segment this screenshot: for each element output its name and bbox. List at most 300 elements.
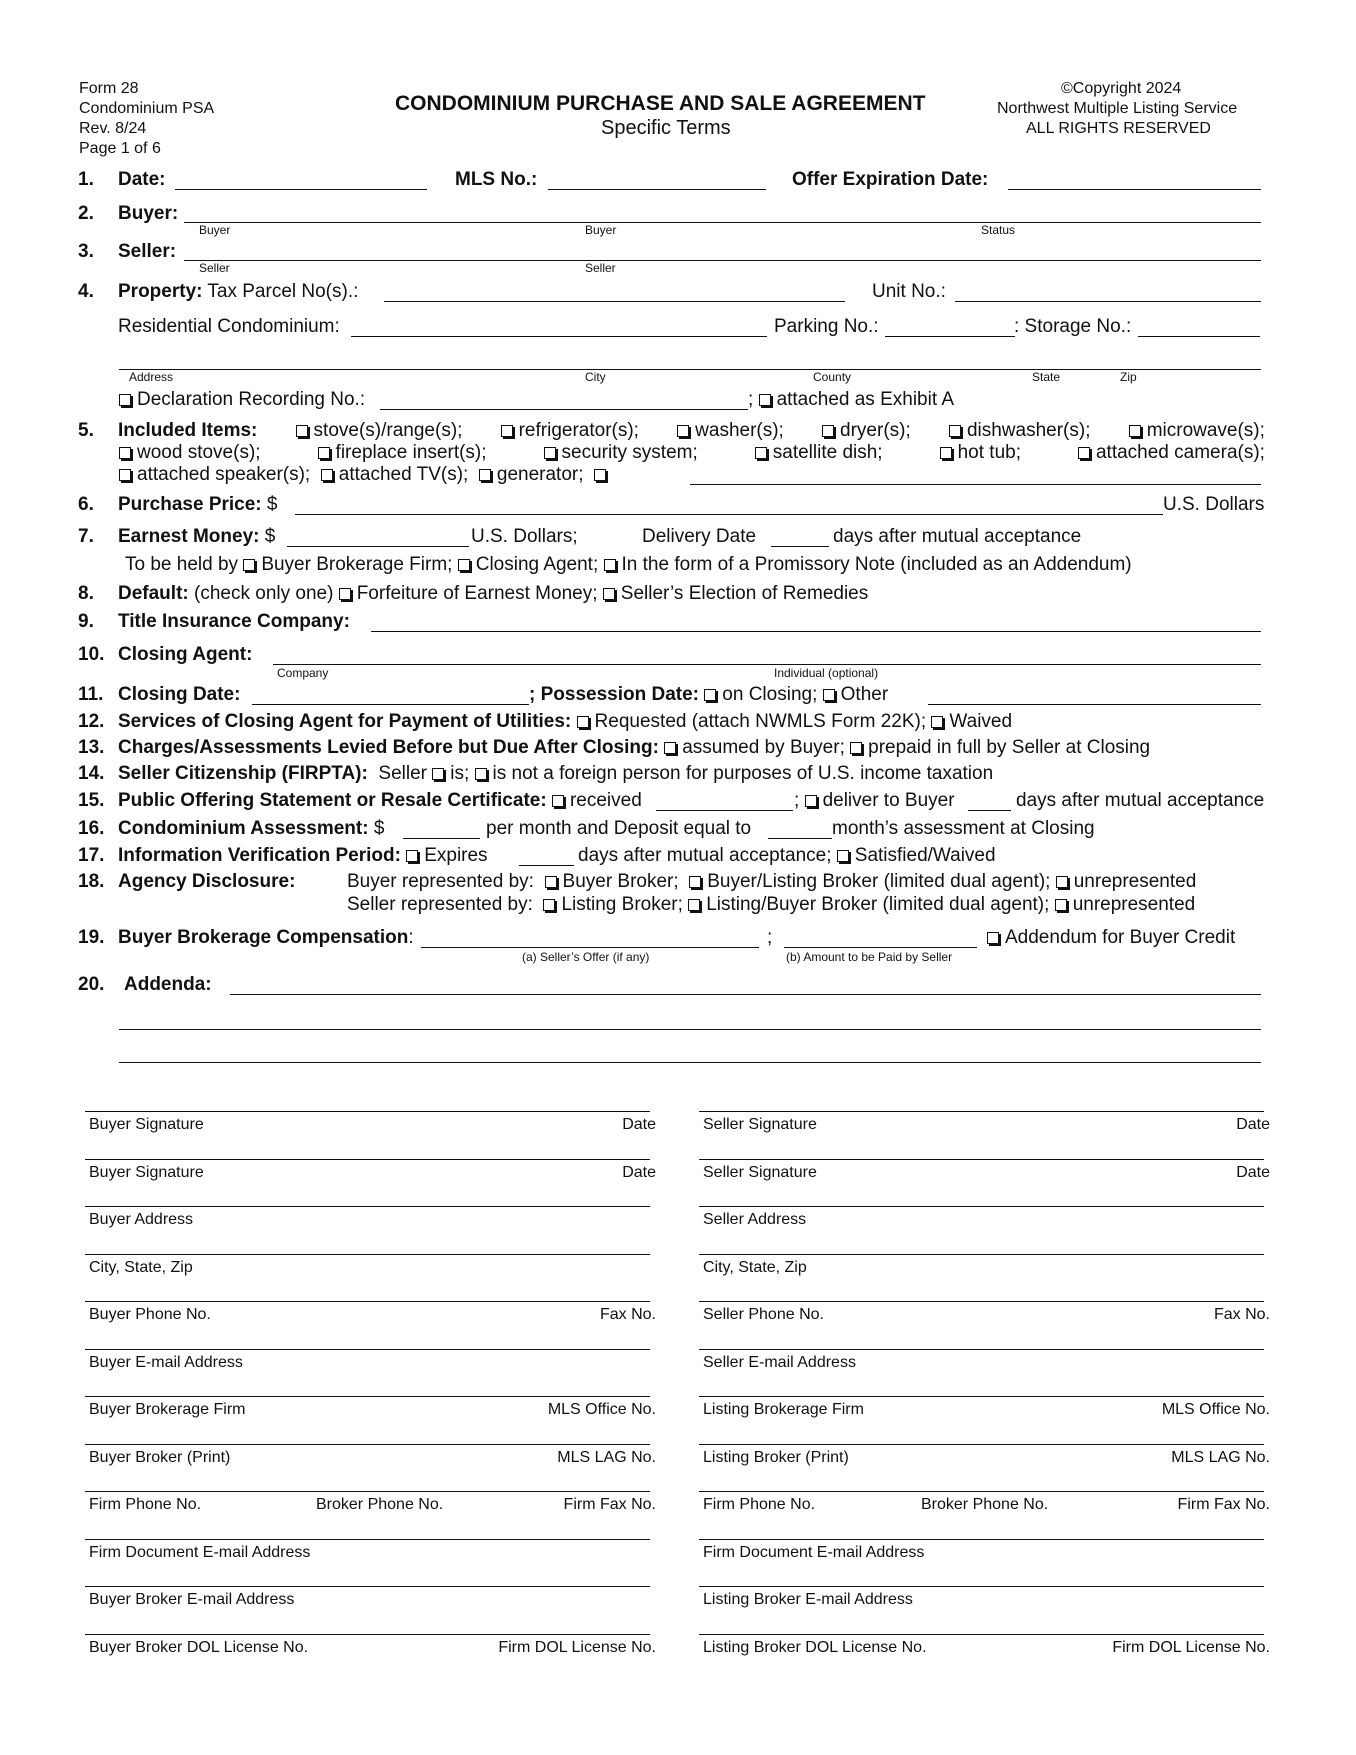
delivery-date-label: Delivery Date	[642, 526, 757, 547]
seller-represented-line	[347, 894, 1195, 916]
seller-unrepresented-label: unrepresented	[1072, 894, 1196, 915]
closing-individual-sub: Individual (optional)	[774, 666, 879, 680]
section-14-number: 14.	[78, 763, 105, 784]
item-refrigerator-label: refrigerator(s);	[518, 420, 639, 441]
date-label: Date:	[118, 169, 166, 190]
form-number: Form 28	[79, 80, 139, 97]
buyer-sig-right-label-2: Date	[622, 1163, 656, 1181]
section-16-number: 16.	[78, 818, 105, 839]
state-sub: State	[1032, 370, 1061, 384]
buyer-sig-right-label-1: Date	[622, 1116, 656, 1133]
other-possession-field[interactable]	[928, 704, 1261, 705]
item-washer-label: washer(s);	[695, 420, 784, 441]
seller-sig-field-9[interactable]	[699, 1491, 1264, 1492]
rights-reserved: ALL RIGHTS RESERVED	[1026, 120, 1211, 137]
promissory-note-checkbox[interactable]	[604, 559, 616, 571]
other-possession-checkbox[interactable]	[823, 689, 835, 701]
received-field[interactable]	[656, 810, 793, 811]
item-stove	[296, 420, 463, 442]
item-dishwasher-label: dishwasher(s);	[966, 420, 1091, 441]
forfeiture-checkbox[interactable]	[339, 588, 351, 600]
buyer-represented-line	[347, 871, 1196, 893]
item-fireplace	[318, 442, 487, 464]
included-items-row-3	[119, 464, 612, 486]
seller-offer-sub: (a) Seller’s Offer (if any)	[522, 950, 650, 964]
tax-parcel-field[interactable]	[384, 301, 845, 302]
compensation-colon: :	[408, 927, 414, 948]
buyer-listing-checkbox[interactable]	[689, 876, 701, 888]
city-sub: City	[585, 370, 606, 384]
buyer-sig-label-5: Buyer Phone No.	[89, 1306, 211, 1323]
item-microwave-label: microwave(s);	[1146, 420, 1265, 441]
section-6-number: 6.	[78, 494, 94, 515]
seller-sig-label-12: Listing Broker DOL License No.	[703, 1638, 927, 1656]
deliver-checkbox[interactable]	[805, 795, 817, 807]
promissory-note-label: In the form of a Promissory Note (included as an Addendum)	[621, 554, 1132, 575]
page-title: CONDOMINIUM PURCHASE AND SALE AGREEMENT	[395, 92, 926, 115]
buyer-sig-label-2: Buyer Signature	[89, 1163, 204, 1181]
included-items-row-2	[119, 442, 1265, 464]
charges-line	[118, 737, 1150, 759]
addenda-label: Addenda:	[124, 974, 212, 995]
address-field[interactable]	[119, 369, 1261, 370]
buyer-sig-field-12[interactable]	[85, 1634, 650, 1635]
buyer-sig-field-8[interactable]	[85, 1444, 650, 1445]
buyer-sig-label-11: Buyer Broker E-mail Address	[89, 1591, 295, 1608]
purchase-price-line	[118, 494, 278, 516]
compensation-label: Buyer Brokerage Compensation	[118, 927, 409, 948]
agency-label: Agency Disclosure:	[118, 871, 296, 892]
addenda-field-2[interactable]	[119, 1029, 1261, 1030]
seller-sig-label-6: Seller E-mail Address	[703, 1353, 856, 1371]
utilities-label: Services of Closing Agent for Payment of Utilities:	[118, 711, 572, 732]
prepaid-checkbox[interactable]	[850, 742, 862, 754]
seller-sig-label-4: City, State, Zip	[703, 1258, 807, 1276]
utilities-waived-label: Waived	[949, 711, 1013, 732]
hot-tub-checkbox[interactable]	[940, 447, 952, 459]
seller-sig-label-3: Seller Address	[703, 1211, 807, 1228]
closing-company-sub: Company	[277, 666, 329, 680]
purchase-price-label: Purchase Price:	[118, 494, 262, 515]
item-dryer	[822, 420, 911, 442]
firpta-is-checkbox[interactable]	[432, 768, 444, 780]
assessment-dollar-sign: $	[373, 818, 385, 839]
buyer-listing-label: Buyer/Listing Broker (limited dual agent);	[707, 871, 1051, 892]
utilities-line	[118, 711, 1012, 733]
declaration-line	[119, 389, 365, 411]
tax-parcel-label: Tax Parcel No(s).:	[207, 281, 359, 302]
section-11-number: 11.	[78, 684, 104, 705]
default-label: Default:	[118, 583, 189, 604]
remedies-label: Seller’s Election of Remedies	[620, 583, 869, 604]
seller-sig-field-3[interactable]	[699, 1206, 1264, 1207]
earnest-usd: U.S. Dollars;	[471, 526, 578, 547]
compensation-line	[118, 927, 414, 949]
page-indicator: Page 1 of 6	[79, 140, 161, 157]
seller-sig-right-label-5: Fax No.	[1213, 1306, 1270, 1323]
default-line	[118, 583, 868, 605]
date-field[interactable]	[175, 189, 427, 190]
property-label: Property:	[118, 281, 203, 302]
item-security-label: security system;	[561, 442, 698, 463]
section-19-number: 19.	[78, 927, 105, 948]
item-wood-stove	[119, 442, 261, 464]
title-insurance-field[interactable]	[371, 631, 1261, 632]
closing-agent-option-label: Closing Agent;	[475, 554, 599, 575]
deliver-label: deliver to Buyer	[822, 790, 955, 811]
offer-expiration-field[interactable]	[1008, 189, 1261, 190]
buyer-sig-label-10: Firm Document E-mail Address	[89, 1543, 311, 1561]
item-dryer-label: dryer(s);	[840, 420, 911, 441]
storage-field[interactable]	[1138, 336, 1260, 337]
seller-sig-field-8[interactable]	[699, 1444, 1264, 1445]
seller-sig-label-5: Seller Phone No.	[703, 1306, 824, 1323]
buyer-sig-label-3: Buyer Address	[89, 1211, 194, 1228]
parking-label: Parking No.:	[774, 316, 879, 337]
exhibit-checkbox[interactable]	[759, 394, 771, 406]
buyer-unrepresented-checkbox[interactable]	[1056, 876, 1068, 888]
declaration-checkbox[interactable]	[119, 394, 131, 406]
received-checkbox[interactable]	[552, 795, 564, 807]
seller-offer-field[interactable]	[421, 947, 759, 948]
section-15-number: 15.	[78, 790, 105, 811]
section-1-number: 1.	[78, 169, 94, 190]
buyer-sub-1: Buyer	[199, 223, 231, 237]
seller-sig-right-label-8: MLS LAG No.	[1171, 1448, 1270, 1466]
listing-broker-checkbox[interactable]	[543, 899, 555, 911]
item-camera	[1078, 442, 1265, 464]
seller-sig-label-8: Listing Broker (Print)	[703, 1448, 849, 1466]
declaration-label: Declaration Recording No.:	[137, 389, 366, 410]
delivery-days-label: days after mutual acceptance	[833, 526, 1082, 547]
earnest-money-field[interactable]	[287, 546, 469, 547]
seller-represented-label: Seller represented by:	[347, 894, 533, 915]
included-items-label: Included Items:	[118, 420, 258, 441]
buyer-sig-right-label-7: MLS Office No.	[547, 1401, 656, 1418]
seller-sig-mid-label-9: Broker Phone No.	[921, 1496, 1049, 1513]
buyer-sig-right-label-12: Firm DOL License No.	[498, 1638, 656, 1656]
utilities-waived-checkbox[interactable]	[931, 716, 943, 728]
forfeiture-label: Forfeiture of Earnest Money;	[356, 583, 598, 604]
buyer-sig-right-label-8: MLS LAG No.	[557, 1448, 656, 1466]
section-5-number: 5.	[78, 420, 94, 441]
purchase-price-field[interactable]	[295, 514, 1163, 515]
section-18-number: 18.	[78, 871, 105, 892]
received-semicolon: ;	[794, 790, 800, 811]
seller-sig-label-1: Seller Signature	[703, 1116, 817, 1133]
other-possession-label: Other	[840, 684, 889, 705]
seller-sig-right-label-7: MLS Office No.	[1161, 1401, 1270, 1418]
closing-agent-label: Closing Agent:	[118, 644, 253, 665]
section-10-number: 10.	[78, 644, 105, 665]
buyer-broker-checkbox[interactable]	[545, 876, 557, 888]
buyer-firm-checkbox[interactable]	[243, 559, 255, 571]
possession-label: Possession Date:	[540, 684, 700, 705]
possession-semicolon: ;	[529, 684, 536, 705]
buyer-sig-field-10[interactable]	[85, 1539, 650, 1540]
zip-sub: Zip	[1120, 370, 1137, 384]
other-item-checkbox[interactable]	[594, 469, 606, 481]
item-hot-tub	[940, 442, 1021, 464]
section-17-number: 17.	[78, 845, 105, 866]
deliver-line	[794, 790, 955, 812]
buyer-sig-label-12: Buyer Broker DOL License No.	[89, 1638, 309, 1656]
buyer-field[interactable]	[184, 222, 1261, 223]
seller-sig-right-label-1: Date	[1236, 1116, 1270, 1133]
buyer-represented-label: Buyer represented by:	[347, 871, 534, 892]
wood-stove-checkbox[interactable]	[119, 447, 131, 459]
expires-label: Expires	[424, 845, 488, 866]
page-subtitle: Specific Terms	[601, 117, 731, 139]
verification-label: Information Verification Period:	[118, 845, 401, 866]
item-dishwasher	[949, 420, 1091, 442]
buyer-unrepresented-label: unrepresented	[1073, 871, 1197, 892]
section-12-number: 12.	[78, 711, 105, 732]
copyright: ©Copyright 2024	[1061, 80, 1182, 97]
item-tv-label: attached TV(s);	[338, 464, 469, 485]
earnest-holder-line	[125, 554, 1132, 576]
possession-line	[529, 684, 888, 706]
seller-sig-field-11[interactable]	[699, 1586, 1264, 1587]
buyer-sig-field-2[interactable]	[85, 1159, 650, 1160]
utilities-requested-checkbox[interactable]	[577, 716, 589, 728]
section-2-number: 2.	[78, 203, 94, 224]
speaker-checkbox[interactable]	[119, 469, 131, 481]
listing-buyer-checkbox[interactable]	[688, 899, 700, 911]
seller-sig-field-10[interactable]	[699, 1539, 1264, 1540]
washer-checkbox[interactable]	[677, 425, 689, 437]
listing-broker-label: Listing Broker;	[561, 894, 683, 915]
on-closing-checkbox[interactable]	[704, 689, 716, 701]
unit-label: Unit No.:	[872, 281, 946, 302]
addenda-field-3[interactable]	[119, 1062, 1261, 1063]
remedies-checkbox[interactable]	[603, 588, 615, 600]
prepaid-label: prepaid in full by Seller at Closing	[868, 737, 1151, 758]
buyer-sig-field-11[interactable]	[85, 1586, 650, 1587]
public-offering-label: Public Offering Statement or Resale Certificate:	[118, 790, 547, 811]
buyer-sig-field-7[interactable]	[85, 1396, 650, 1397]
public-offering-line	[118, 790, 642, 812]
form-revision: Rev. 8/24	[79, 120, 147, 137]
dishwasher-checkbox[interactable]	[949, 425, 961, 437]
assumed-label: assumed by Buyer;	[682, 737, 845, 758]
buyer-sig-right-label-5: Fax No.	[599, 1306, 656, 1323]
item-hot-tub-label: hot tub;	[957, 442, 1021, 463]
microwave-checkbox[interactable]	[1129, 425, 1141, 437]
item-satellite	[755, 442, 883, 464]
amount-paid-sub: (b) Amount to be Paid by Seller	[786, 950, 953, 964]
parking-field[interactable]	[885, 336, 1015, 337]
item-refrigerator	[501, 420, 639, 442]
satisfied-label: Satisfied/Waived	[854, 845, 996, 866]
seller-sig-label-11: Listing Broker E-mail Address	[703, 1591, 913, 1608]
buyer-sig-field-9[interactable]	[85, 1491, 650, 1492]
seller-sig-right-label-9: Firm Fax No.	[1177, 1496, 1270, 1513]
county-sub: County	[813, 370, 852, 384]
buyer-sig-label-8: Buyer Broker (Print)	[89, 1448, 231, 1466]
offer-expiration-label: Offer Expiration Date:	[792, 169, 989, 190]
firpta-is-label: is;	[450, 763, 470, 784]
closing-agent-field[interactable]	[273, 664, 1261, 665]
addenda-field-1[interactable]	[230, 994, 1261, 995]
security-checkbox[interactable]	[544, 447, 556, 459]
seller-sig-label-7: Listing Brokerage Firm	[703, 1401, 864, 1418]
seller-sig-field-4[interactable]	[699, 1254, 1264, 1255]
assumed-checkbox[interactable]	[664, 742, 676, 754]
section-9-number: 9.	[78, 611, 94, 632]
property-line	[118, 281, 358, 303]
dryer-checkbox[interactable]	[822, 425, 834, 437]
per-month-label: per month and Deposit equal to	[486, 818, 752, 839]
utilities-requested-label: Requested (attach NWMLS Form 22K);	[594, 711, 927, 732]
exhibit-line	[748, 389, 954, 411]
month-assessment-label: month’s assessment at Closing	[832, 818, 1095, 839]
amount-paid-field[interactable]	[784, 947, 977, 948]
buyer-sig-label-7: Buyer Brokerage Firm	[89, 1401, 246, 1418]
closing-date-label: Closing Date:	[118, 684, 241, 705]
satisfied-checkbox[interactable]	[837, 850, 849, 862]
buyer-sig-field-4[interactable]	[85, 1254, 650, 1255]
generator-checkbox[interactable]	[479, 469, 491, 481]
deliver-days-field[interactable]	[968, 810, 1011, 811]
buyer-sig-label-1: Buyer Signature	[89, 1116, 204, 1133]
item-microwave	[1129, 420, 1265, 442]
verification-days-label: days after mutual acceptance;	[578, 845, 832, 866]
seller-field[interactable]	[184, 260, 1261, 261]
item-camera-label: attached camera(s);	[1095, 442, 1265, 463]
fireplace-checkbox[interactable]	[318, 447, 330, 459]
charges-label: Charges/Assessments Levied Before but Due After Closing:	[118, 737, 659, 758]
addendum-credit-checkbox[interactable]	[987, 932, 999, 944]
buyer-status-sub: Status	[981, 223, 1016, 237]
item-fireplace-label: fireplace insert(s);	[335, 442, 487, 463]
verification-days-field[interactable]	[519, 865, 574, 866]
section-4-number: 4.	[78, 281, 94, 302]
item-generator-label: generator;	[496, 464, 584, 485]
seller-sig-right-label-2: Date	[1236, 1163, 1270, 1181]
seller-sig-field-7[interactable]	[699, 1396, 1264, 1397]
firpta-seller: Seller	[378, 763, 427, 784]
unit-field[interactable]	[955, 301, 1261, 302]
mls-label: MLS No.:	[455, 169, 538, 190]
seller-sub-2: Seller	[585, 261, 616, 275]
organization: Northwest Multiple Listing Service	[997, 100, 1238, 117]
seller-sig-field-1[interactable]	[699, 1111, 1264, 1112]
declaration-field[interactable]	[380, 409, 748, 410]
other-item-field[interactable]	[690, 484, 1261, 485]
assessment-label: Condominium Assessment:	[118, 818, 369, 839]
addendum-credit-line	[987, 927, 1235, 949]
seller-unrepresented-checkbox[interactable]	[1055, 899, 1067, 911]
seller-sig-field-6[interactable]	[699, 1349, 1264, 1350]
address-sub: Address	[129, 370, 174, 384]
buyer-label: Buyer:	[118, 203, 179, 224]
purchase-usd: U.S. Dollars	[1163, 494, 1265, 515]
buyer-sig-field-6[interactable]	[85, 1349, 650, 1350]
included-items-row-1	[118, 420, 1265, 442]
seller-sub-1: Seller	[199, 261, 230, 275]
firpta-is-not-checkbox[interactable]	[475, 768, 487, 780]
purchase-dollar-sign: $	[266, 494, 278, 515]
exhibit-label: attached as Exhibit A	[776, 389, 955, 410]
form-name: Condominium PSA	[79, 100, 215, 117]
firpta-label: Seller Citizenship (FIRPTA):	[118, 763, 368, 784]
earnest-money-line	[118, 526, 275, 548]
item-washer	[677, 420, 784, 442]
satellite-checkbox[interactable]	[755, 447, 767, 459]
buyer-sub-2: Buyer	[585, 223, 617, 237]
title-insurance-label: Title Insurance Company:	[118, 611, 350, 632]
firpta-line	[118, 763, 993, 785]
residential-condo-field[interactable]	[351, 336, 767, 337]
buyer-sig-field-5[interactable]	[85, 1301, 650, 1302]
buyer-sig-mid-label-9: Broker Phone No.	[316, 1496, 444, 1513]
section-8-number: 8.	[78, 583, 94, 604]
item-speaker-label: attached speaker(s);	[137, 464, 311, 485]
storage-label: : Storage No.:	[1014, 316, 1132, 337]
buyer-sig-label-4: City, State, Zip	[89, 1258, 193, 1276]
item-satellite-label: satellite dish;	[772, 442, 883, 463]
verification-line	[118, 845, 488, 867]
item-security	[544, 442, 698, 464]
item-stove-label: stove(s)/range(s);	[313, 420, 463, 441]
residential-condo-label: Residential Condominium:	[118, 316, 340, 337]
item-wood-stove-label: wood stove(s);	[137, 442, 261, 463]
buyer-sig-label-9: Firm Phone No.	[89, 1496, 202, 1513]
buyer-sig-label-6: Buyer E-mail Address	[89, 1353, 243, 1371]
seller-sig-right-label-12: Firm DOL License No.	[1112, 1638, 1270, 1656]
section-20-number: 20.	[78, 974, 105, 995]
assessment-line	[118, 818, 384, 840]
buyer-sig-right-label-9: Firm Fax No.	[563, 1496, 656, 1513]
assessment-amount-field[interactable]	[403, 838, 480, 839]
camera-checkbox[interactable]	[1078, 447, 1090, 459]
seller-sig-field-12[interactable]	[699, 1634, 1264, 1635]
seller-label: Seller:	[118, 241, 177, 262]
stove-checkbox[interactable]	[296, 425, 308, 437]
deliver-days-label: days after mutual acceptance	[1016, 790, 1265, 811]
section-13-number: 13.	[78, 737, 105, 758]
expires-checkbox[interactable]	[406, 850, 418, 862]
tv-checkbox[interactable]	[321, 469, 333, 481]
held-by-label: To be held by	[125, 554, 239, 575]
firpta-is-not-label: is not a foreign person for purposes of U.S. income taxation	[492, 763, 994, 784]
compensation-semicolon: ;	[767, 927, 773, 948]
default-check-note: (check only one)	[194, 583, 334, 604]
closing-agent-checkbox[interactable]	[458, 559, 470, 571]
buyer-sig-field-1[interactable]	[85, 1111, 650, 1112]
refrigerator-checkbox[interactable]	[501, 425, 513, 437]
deposit-months-field[interactable]	[768, 838, 832, 839]
buyer-firm-label: Buyer Brokerage Firm;	[261, 554, 453, 575]
delivery-days-field[interactable]	[771, 546, 829, 547]
addendum-credit-label: Addendum for Buyer Credit	[1005, 927, 1236, 948]
seller-sig-field-2[interactable]	[699, 1159, 1264, 1160]
on-closing-label: on Closing;	[722, 684, 818, 705]
buyer-sig-field-3[interactable]	[85, 1206, 650, 1207]
mls-field[interactable]	[548, 189, 766, 190]
earnest-money-label: Earnest Money:	[118, 526, 260, 547]
closing-date-field[interactable]	[252, 704, 529, 705]
exhibit-separator: ;	[748, 389, 759, 410]
earnest-dollar-sign: $	[264, 526, 276, 547]
received-label: received	[569, 790, 642, 811]
section-3-number: 3.	[78, 241, 94, 262]
seller-sig-field-5[interactable]	[699, 1301, 1264, 1302]
buyer-broker-label: Buyer Broker;	[562, 871, 679, 892]
section-7-number: 7.	[78, 526, 94, 547]
verification-days-line	[578, 845, 996, 867]
